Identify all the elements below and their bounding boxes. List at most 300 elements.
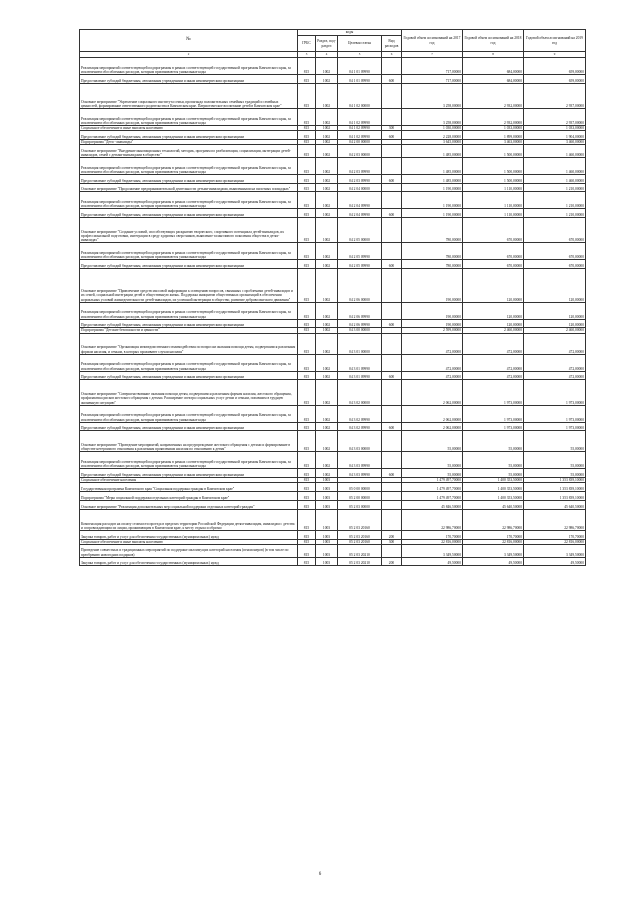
row-value-cell: 717,00000: [402, 58, 463, 75]
row-value-cell: 1 110,00000: [463, 192, 524, 209]
row-value-cell: 49,50000: [463, 557, 524, 566]
row-value-cell: 04 3 01 09990: [338, 354, 382, 371]
row-value-cell: 04 3 01 09990: [338, 371, 382, 380]
page-number: 6: [318, 872, 322, 877]
row-value-cell: 1003: [316, 530, 338, 539]
row-value-cell: 1002: [316, 333, 338, 354]
row-value-cell: 1 500,00000: [463, 157, 524, 174]
row-value-cell: 1 479 497,70000: [402, 478, 463, 483]
row-value-cell: 1002: [316, 209, 338, 218]
row-value-cell: 1 353 839,10000: [524, 478, 586, 483]
row-value-cell: 1 899,00000: [463, 131, 524, 140]
row-value-cell: 815: [298, 328, 316, 333]
row-value-cell: 1002: [316, 125, 338, 130]
row-value-cell: 1 210,00000: [524, 192, 586, 209]
row-name-cell: Социальное обеспечение населения: [80, 478, 298, 483]
row-value-cell: 659,00000: [524, 58, 586, 75]
row-name-cell: Предоставление субсидий бюджетным, автономным учреждениям и иным некоммерческим организациям: [80, 371, 298, 380]
row-value-cell: 670,00000: [524, 260, 586, 269]
row-value-cell: 1002: [316, 452, 338, 469]
row-value-cell: 22 816,00000: [524, 539, 586, 544]
row-value-cell: 04 3 02 09990: [338, 405, 382, 422]
row-value-cell: 2 062,00000: [402, 405, 463, 422]
row-value-cell: [382, 333, 402, 354]
row-name-cell: Подпрограмма "Дети - инвалиды": [80, 139, 298, 144]
row-value-cell: 05 0 00 00000: [338, 483, 382, 492]
row-value-cell: 815: [298, 269, 316, 302]
row-value-cell: 05 2 03 20160: [338, 509, 382, 530]
row-value-cell: 3 463,00000: [463, 139, 524, 144]
row-value-cell: 815: [298, 144, 316, 157]
table-row: [80, 243, 586, 260]
row-value-cell: 815: [298, 75, 316, 84]
header-2019: Годовой объем ассигнований на 2019 год: [524, 30, 586, 52]
row-value-cell: 04 2 05 09990: [338, 243, 382, 260]
row-value-cell: 815: [298, 157, 316, 174]
row-value-cell: 55,00000: [463, 469, 524, 478]
row-value-cell: [382, 58, 402, 75]
row-value-cell: 780,00000: [402, 243, 463, 260]
row-value-cell: 55,00000: [402, 431, 463, 452]
row-value-cell: 815: [298, 452, 316, 469]
row-name-cell: Основное мероприятие "Совершенствование оказания помощи детям, подвергшимся различным формам насилия, жестокого обращения, профилактика рисков жестокого обращения с детьми. Расширение спектра социальных услуг детям и семьям, попавшим в трудную жизненную ситуацию": [80, 380, 298, 405]
row-value-cell: 1 500,00000: [463, 174, 524, 183]
table-row: [80, 544, 586, 557]
row-value-cell: 815: [298, 478, 316, 483]
row-value-cell: 04 2 06 09990: [338, 319, 382, 328]
row-value-cell: [382, 509, 402, 530]
table-row: [80, 380, 586, 405]
row-value-cell: 1002: [316, 75, 338, 84]
row-value-cell: 815: [298, 431, 316, 452]
table-row: [80, 269, 586, 302]
row-value-cell: 1 400 353,50000: [463, 483, 524, 492]
row-value-cell: 04 1 01 09990: [338, 75, 382, 84]
row-value-cell: 815: [298, 500, 316, 509]
table-row: [80, 131, 586, 140]
row-value-cell: 1 190,00000: [402, 183, 463, 192]
index-cell: 8: [463, 52, 524, 58]
table-row: [80, 354, 586, 371]
row-value-cell: 45 846,50000: [402, 500, 463, 509]
row-value-cell: 1003: [316, 557, 338, 566]
row-name-cell: Закупка товаров, работ и услуг для обеспечения государственных (муниципальных) нужд: [80, 557, 298, 566]
row-value-cell: 55,00000: [524, 431, 586, 452]
row-value-cell: 04 3 03 09990: [338, 469, 382, 478]
row-value-cell: 120,00000: [524, 269, 586, 302]
table-row: [80, 557, 586, 566]
row-value-cell: 1 973,00000: [463, 380, 524, 405]
row-value-cell: 04 3 01 00000: [338, 333, 382, 354]
row-value-cell: 815: [298, 371, 316, 380]
row-value-cell: 04 3 03 09990: [338, 452, 382, 469]
table-row: [80, 260, 586, 269]
table-row: [80, 469, 586, 478]
table-row: [80, 144, 586, 157]
row-name-cell: Основное мероприятие "Привлечение средств массовой информации к освещению вопросов, связанных с проблемами детей-инвалидов и их семей, социальной интеграции детей в общественную жизнь. Поддержка инициатив общественных организаций в обеспечении нормальных условий жизнедеятельности детей-инвалидов, их успешной интеграции в общество, развитие добровольческого движения": [80, 269, 298, 302]
row-value-cell: 815: [298, 260, 316, 269]
row-value-cell: 1002: [316, 131, 338, 140]
table-row: [80, 183, 586, 192]
row-value-cell: 659,00000: [524, 75, 586, 84]
row-value-cell: 190,00000: [402, 319, 463, 328]
row-value-cell: 815: [298, 183, 316, 192]
row-value-cell: 1002: [316, 431, 338, 452]
index-cell: 9: [524, 52, 586, 58]
row-value-cell: [382, 380, 402, 405]
row-value-cell: 3 349,50000: [463, 544, 524, 557]
row-value-cell: 55,00000: [402, 469, 463, 478]
row-value-cell: 815: [298, 483, 316, 492]
row-value-cell: [382, 492, 402, 501]
row-value-cell: 170,70000: [463, 530, 524, 539]
row-value-cell: 1002: [316, 354, 338, 371]
row-value-cell: 780,00000: [402, 260, 463, 269]
row-value-cell: 1002: [316, 183, 338, 192]
row-value-cell: 3 258,00000: [402, 108, 463, 125]
row-value-cell: 22 986,70000: [524, 509, 586, 530]
row-name-cell: Основное мероприятие "Реализация дополнительных мер социальной поддержки отдельных категорий граждан": [80, 500, 298, 509]
row-value-cell: 1 973,00000: [524, 380, 586, 405]
row-value-cell: 472,00000: [402, 371, 463, 380]
row-name-cell: Предоставление субсидий бюджетным, автономным учреждениям и иным некоммерческим организациям: [80, 319, 298, 328]
row-value-cell: 670,00000: [463, 260, 524, 269]
header-2017: Годовой объем ассигнований на 2017 год: [402, 30, 463, 52]
row-value-cell: 815: [298, 243, 316, 260]
row-value-cell: 1003: [316, 500, 338, 509]
row-value-cell: 1002: [316, 144, 338, 157]
row-value-cell: 22 816,00000: [463, 539, 524, 544]
row-value-cell: 2 599,00000: [402, 328, 463, 333]
row-name-cell: Социальное обеспечение и иные выплаты населению: [80, 539, 298, 544]
row-value-cell: 120,00000: [463, 319, 524, 328]
row-value-cell: 1002: [316, 405, 338, 422]
row-value-cell: 120,00000: [463, 302, 524, 319]
row-value-cell: 815: [298, 492, 316, 501]
index-cell: 4: [316, 52, 338, 58]
row-name-cell: Предоставление субсидий бюджетным, автономным учреждениям и иным некоммерческим организациям: [80, 174, 298, 183]
row-value-cell: 3 258,00000: [402, 83, 463, 108]
table-row: [80, 157, 586, 174]
row-name-cell: Закупка товаров, работ и услуг для обеспечения государственных (муниципальных) нужд: [80, 530, 298, 539]
row-value-cell: 04 2 05 09990: [338, 260, 382, 269]
row-value-cell: 04 2 04 00000: [338, 183, 382, 192]
row-value-cell: 2 228,00000: [402, 131, 463, 140]
row-value-cell: 815: [298, 139, 316, 144]
row-name-cell: Государственная программа Камчатского края "Социальная поддержка граждан в Камчатском крае": [80, 483, 298, 492]
row-value-cell: 684,00000: [463, 75, 524, 84]
budget-table: [79, 29, 586, 566]
header-vid: Вид расходов: [382, 36, 402, 52]
row-value-cell: 120,00000: [524, 319, 586, 328]
row-value-cell: 815: [298, 218, 316, 243]
row-value-cell: [382, 157, 402, 174]
row-name-cell: Основное мероприятие "Проведение мероприятий, направленных на предупреждение жестокого обращения с детьми и формирование в обществе нетерпимого отношения к различным проявлениям насилия по отношению к детям": [80, 431, 298, 452]
row-value-cell: 55,00000: [402, 452, 463, 469]
row-value-cell: [382, 302, 402, 319]
row-value-cell: 3 460,00000: [524, 139, 586, 144]
row-value-cell: 04 3 02 09990: [338, 422, 382, 431]
row-name-cell: Подпрограмма "Детские безопасности и ценности": [80, 328, 298, 333]
row-value-cell: 815: [298, 469, 316, 478]
row-value-cell: 45 640,50000: [524, 500, 586, 509]
row-value-cell: 3 645,00000: [402, 139, 463, 144]
row-name-cell: Подпрограмма "Меры социальной поддержки отдельных категорий граждан в Камчатском крае": [80, 492, 298, 501]
row-value-cell: 670,00000: [524, 218, 586, 243]
index-cell: 3: [298, 52, 316, 58]
row-value-cell: 815: [298, 209, 316, 218]
row-value-cell: 472,00000: [524, 354, 586, 371]
index-cell: 6: [382, 52, 402, 58]
row-value-cell: [382, 108, 402, 125]
row-value-cell: 1002: [316, 260, 338, 269]
row-value-cell: 2 937,00000: [524, 83, 586, 108]
table-row: [80, 174, 586, 183]
header-num: №: [80, 30, 298, 52]
row-name-cell: Реализация мероприятий соответствующей подпрограммы в рамках соответствующей государственной программы Камчатского края, за исключением обособленных расходов, которым присваиваются уникальные коды: [80, 108, 298, 125]
row-value-cell: 3 349,50000: [524, 544, 586, 557]
row-value-cell: 200: [382, 557, 402, 566]
row-value-cell: 472,00000: [463, 354, 524, 371]
row-value-cell: 1 110,00000: [463, 183, 524, 192]
row-value-cell: [382, 243, 402, 260]
row-value-cell: 04 1 01 09990: [338, 58, 382, 75]
row-name-cell: Предоставление субсидий бюджетным, автономным учреждениям и иным некоммерческим организациям: [80, 260, 298, 269]
table-body: [80, 58, 586, 566]
row-value-cell: 55,00000: [463, 431, 524, 452]
table-row: [80, 530, 586, 539]
row-value-cell: 600: [382, 209, 402, 218]
row-value-cell: 1002: [316, 192, 338, 209]
row-name-cell: Реализация мероприятий соответствующей подпрограммы в рамках соответствующей государственной программы Камчатского края, за исключением обособленных расходов, которым присваиваются уникальные коды: [80, 354, 298, 371]
row-value-cell: 1002: [316, 328, 338, 333]
row-value-cell: 1 400 353,50000: [463, 492, 524, 501]
row-name-cell: Предоставление субсидий бюджетным, автономным учреждениям и иным некоммерческим организациям: [80, 422, 298, 431]
row-value-cell: 1 460,00000: [524, 157, 586, 174]
row-value-cell: 1002: [316, 302, 338, 319]
row-value-cell: 1002: [316, 243, 338, 260]
row-value-cell: 1 973,00000: [524, 422, 586, 431]
row-value-cell: 600: [382, 422, 402, 431]
row-value-cell: 1002: [316, 139, 338, 144]
row-value-cell: 22 986,70000: [402, 509, 463, 530]
row-name-cell: Проведение совместных и традиционных мероприятий по поддержке малоимущих категорий населения (пенсионеров) (в том числе по преобрению новогодних подарков): [80, 544, 298, 557]
table-row: [80, 75, 586, 84]
row-value-cell: 1 485,00000: [402, 157, 463, 174]
header-grbs: ГРБС: [298, 36, 316, 52]
document-page: [79, 29, 585, 566]
row-value-cell: 815: [298, 405, 316, 422]
row-value-cell: 1 460,00000: [524, 174, 586, 183]
row-value-cell: [382, 83, 402, 108]
row-value-cell: 04 2 06 09990: [338, 302, 382, 319]
row-value-cell: 1002: [316, 174, 338, 183]
row-value-cell: 600: [382, 260, 402, 269]
row-value-cell: 05 2 00 00000: [338, 492, 382, 501]
row-value-cell: 815: [298, 333, 316, 354]
row-value-cell: 04 1 02 09990: [338, 131, 382, 140]
row-value-cell: 05 2 03 20160: [338, 530, 382, 539]
row-value-cell: [382, 483, 402, 492]
row-value-cell: [382, 452, 402, 469]
row-value-cell: 600: [382, 174, 402, 183]
row-value-cell: 190,00000: [402, 269, 463, 302]
table-row: [80, 108, 586, 125]
row-value-cell: 1 353 839,10000: [524, 492, 586, 501]
row-value-cell: [382, 431, 402, 452]
row-value-cell: 1 400 353,50000: [463, 478, 524, 483]
row-value-cell: 22 816,00000: [402, 539, 463, 544]
row-name-cell: Основное мероприятие "Продолжение предпринимательской деятельности детьми-инвалидами, выявленными на пилотных площадках": [80, 183, 298, 192]
table-row: [80, 218, 586, 243]
row-value-cell: 472,00000: [463, 371, 524, 380]
row-value-cell: 1 904,00000: [524, 131, 586, 140]
row-value-cell: 1003: [316, 539, 338, 544]
row-value-cell: 815: [298, 509, 316, 530]
row-value-cell: 815: [298, 58, 316, 75]
row-value-cell: 1 030,00000: [402, 125, 463, 130]
table-row: [80, 492, 586, 501]
row-value-cell: 1 210,00000: [524, 183, 586, 192]
row-value-cell: 1003: [316, 483, 338, 492]
row-value-cell: 717,00000: [402, 75, 463, 84]
header-codes: коды: [298, 30, 402, 36]
row-value-cell: 815: [298, 108, 316, 125]
row-value-cell: 815: [298, 354, 316, 371]
row-value-cell: 2 932,00000: [463, 83, 524, 108]
row-value-cell: [382, 354, 402, 371]
header-target: Целевая статья: [338, 36, 382, 52]
row-value-cell: 05 2 03 20210: [338, 557, 382, 566]
index-cell: 7: [402, 52, 463, 58]
header-2018: Годовой объем ассигнований на 2018 год: [463, 30, 524, 52]
row-value-cell: 45 640,50000: [463, 500, 524, 509]
row-value-cell: 815: [298, 125, 316, 130]
row-value-cell: [382, 269, 402, 302]
row-value-cell: 1 485,00000: [402, 174, 463, 183]
row-value-cell: 815: [298, 192, 316, 209]
row-value-cell: 170,70000: [524, 530, 586, 539]
row-value-cell: 04 2 06 00000: [338, 269, 382, 302]
row-value-cell: [382, 218, 402, 243]
row-value-cell: 1 353 839,10000: [524, 483, 586, 492]
row-value-cell: 120,00000: [524, 302, 586, 319]
index-cell: 5: [338, 52, 382, 58]
row-value-cell: 1 210,00000: [524, 209, 586, 218]
row-value-cell: 815: [298, 530, 316, 539]
row-value-cell: 200: [382, 530, 402, 539]
table-row: [80, 302, 586, 319]
table-row: [80, 58, 586, 75]
row-value-cell: 1002: [316, 380, 338, 405]
table-row: [80, 192, 586, 209]
row-value-cell: 815: [298, 544, 316, 557]
row-value-cell: 815: [298, 302, 316, 319]
table-row: [80, 319, 586, 328]
row-value-cell: 2 932,00000: [463, 108, 524, 125]
row-name-cell: Социальное обеспечение и иные выплаты населению: [80, 125, 298, 130]
row-value-cell: 1002: [316, 108, 338, 125]
row-name-cell: Основное мероприятие "Внедрение инновационных технологий, методик, программ по реабилитации, социализации, интеграции детей-инвалидов, семей с детьми-инвалидами в общество": [80, 144, 298, 157]
row-name-cell: Предоставление субсидий бюджетным, автономным учреждениям и иным некоммерческим организациям: [80, 75, 298, 84]
table-row: [80, 483, 586, 492]
row-value-cell: 04 3 02 00000: [338, 380, 382, 405]
row-value-cell: 2 062,00000: [402, 422, 463, 431]
row-value-cell: 04 2 03 09990: [338, 174, 382, 183]
row-value-cell: 600: [382, 319, 402, 328]
row-name-cell: Реализация мероприятий соответствующей подпрограммы в рамках соответствующей государственной программы Камчатского края, за исключением обособленных расходов, которым присваиваются уникальные коды: [80, 302, 298, 319]
row-value-cell: [382, 405, 402, 422]
row-value-cell: 1 973,00000: [463, 405, 524, 422]
row-value-cell: 1003: [316, 492, 338, 501]
row-value-cell: 1002: [316, 371, 338, 380]
row-value-cell: 815: [298, 174, 316, 183]
table-row: [80, 405, 586, 422]
row-name-cell: Предоставление субсидий бюджетным, автономным учреждениям и иным некоммерческим организациям: [80, 469, 298, 478]
row-value-cell: 2 937,00000: [524, 108, 586, 125]
row-value-cell: 815: [298, 83, 316, 108]
row-value-cell: 1003: [316, 478, 338, 483]
row-value-cell: 1 973,00000: [463, 422, 524, 431]
row-value-cell: 780,00000: [402, 218, 463, 243]
row-value-cell: 1 973,00000: [524, 405, 586, 422]
row-value-cell: 1 479 497,70000: [402, 492, 463, 501]
table-row: [80, 422, 586, 431]
row-value-cell: 04 2 05 00000: [338, 218, 382, 243]
row-value-cell: 1003: [316, 509, 338, 530]
row-value-cell: 1003: [316, 544, 338, 557]
row-name-cell: Реализация мероприятий соответствующей подпрограммы в рамках соответствующей государственной программы Камчатского края, за исключением обособленных расходов, которым присваиваются уникальные коды: [80, 243, 298, 260]
row-value-cell: 22 986,70000: [463, 509, 524, 530]
row-value-cell: 670,00000: [463, 243, 524, 260]
row-value-cell: 1 190,00000: [402, 209, 463, 218]
row-value-cell: 05 2 03 20160: [338, 539, 382, 544]
row-value-cell: [382, 144, 402, 157]
table-row: [80, 333, 586, 354]
row-value-cell: 1 500,00000: [463, 144, 524, 157]
row-value-cell: 04 2 04 09990: [338, 209, 382, 218]
row-name-cell: Реализация мероприятий соответствующей подпрограммы в рамках соответствующей государственной программы Камчатского края, за исключением обособленных расходов, которым присваиваются уникальные коды: [80, 58, 298, 75]
row-value-cell: 472,00000: [524, 371, 586, 380]
header-razdel: Раздел, под-раздел: [316, 36, 338, 52]
row-value-cell: 2 460,00000: [524, 328, 586, 333]
row-value-cell: 600: [382, 75, 402, 84]
row-value-cell: 04 1 02 09990: [338, 125, 382, 130]
row-value-cell: 472,00000: [463, 333, 524, 354]
row-value-cell: 04 2 03 09990: [338, 157, 382, 174]
row-value-cell: [382, 183, 402, 192]
row-value-cell: 04 3 03 00000: [338, 431, 382, 452]
row-value-cell: 1 033,00000: [524, 125, 586, 130]
row-name-cell: Реализация мероприятий соответствующей подпрограммы в рамках соответствующей государственной программы Камчатского края, за исключением обособленных расходов, которым присваиваются уникальные коды: [80, 157, 298, 174]
row-value-cell: 3 349,50000: [402, 544, 463, 557]
row-value-cell: 472,00000: [524, 333, 586, 354]
row-name-cell: Реализация мероприятий соответствующей подпрограммы в рамках соответствующей государственной программы Камчатского края, за исключением обособленных расходов, которым присваиваются уникальные коды: [80, 192, 298, 209]
row-value-cell: 04 3 00 00000: [338, 328, 382, 333]
table-row: [80, 209, 586, 218]
row-value-cell: 1002: [316, 157, 338, 174]
row-value-cell: 04 2 04 09990: [338, 192, 382, 209]
row-value-cell: 1 479 497,70000: [402, 483, 463, 492]
row-value-cell: 49,50000: [524, 557, 586, 566]
row-value-cell: 815: [298, 557, 316, 566]
row-name-cell: Основное мероприятие "Создание условий, способствующих раскрытию творческого, спортивного потенциала детей-инвалидов, их профессиональной подготовки, интеграции в среду здоровых сверстников, выявление талантливого поколения общества в детях-инвалидах": [80, 218, 298, 243]
row-value-cell: 05 2 03 20210: [338, 544, 382, 557]
row-value-cell: 2 062,00000: [402, 380, 463, 405]
row-value-cell: 120,00000: [463, 269, 524, 302]
row-value-cell: 1002: [316, 422, 338, 431]
row-value-cell: 670,00000: [524, 243, 586, 260]
